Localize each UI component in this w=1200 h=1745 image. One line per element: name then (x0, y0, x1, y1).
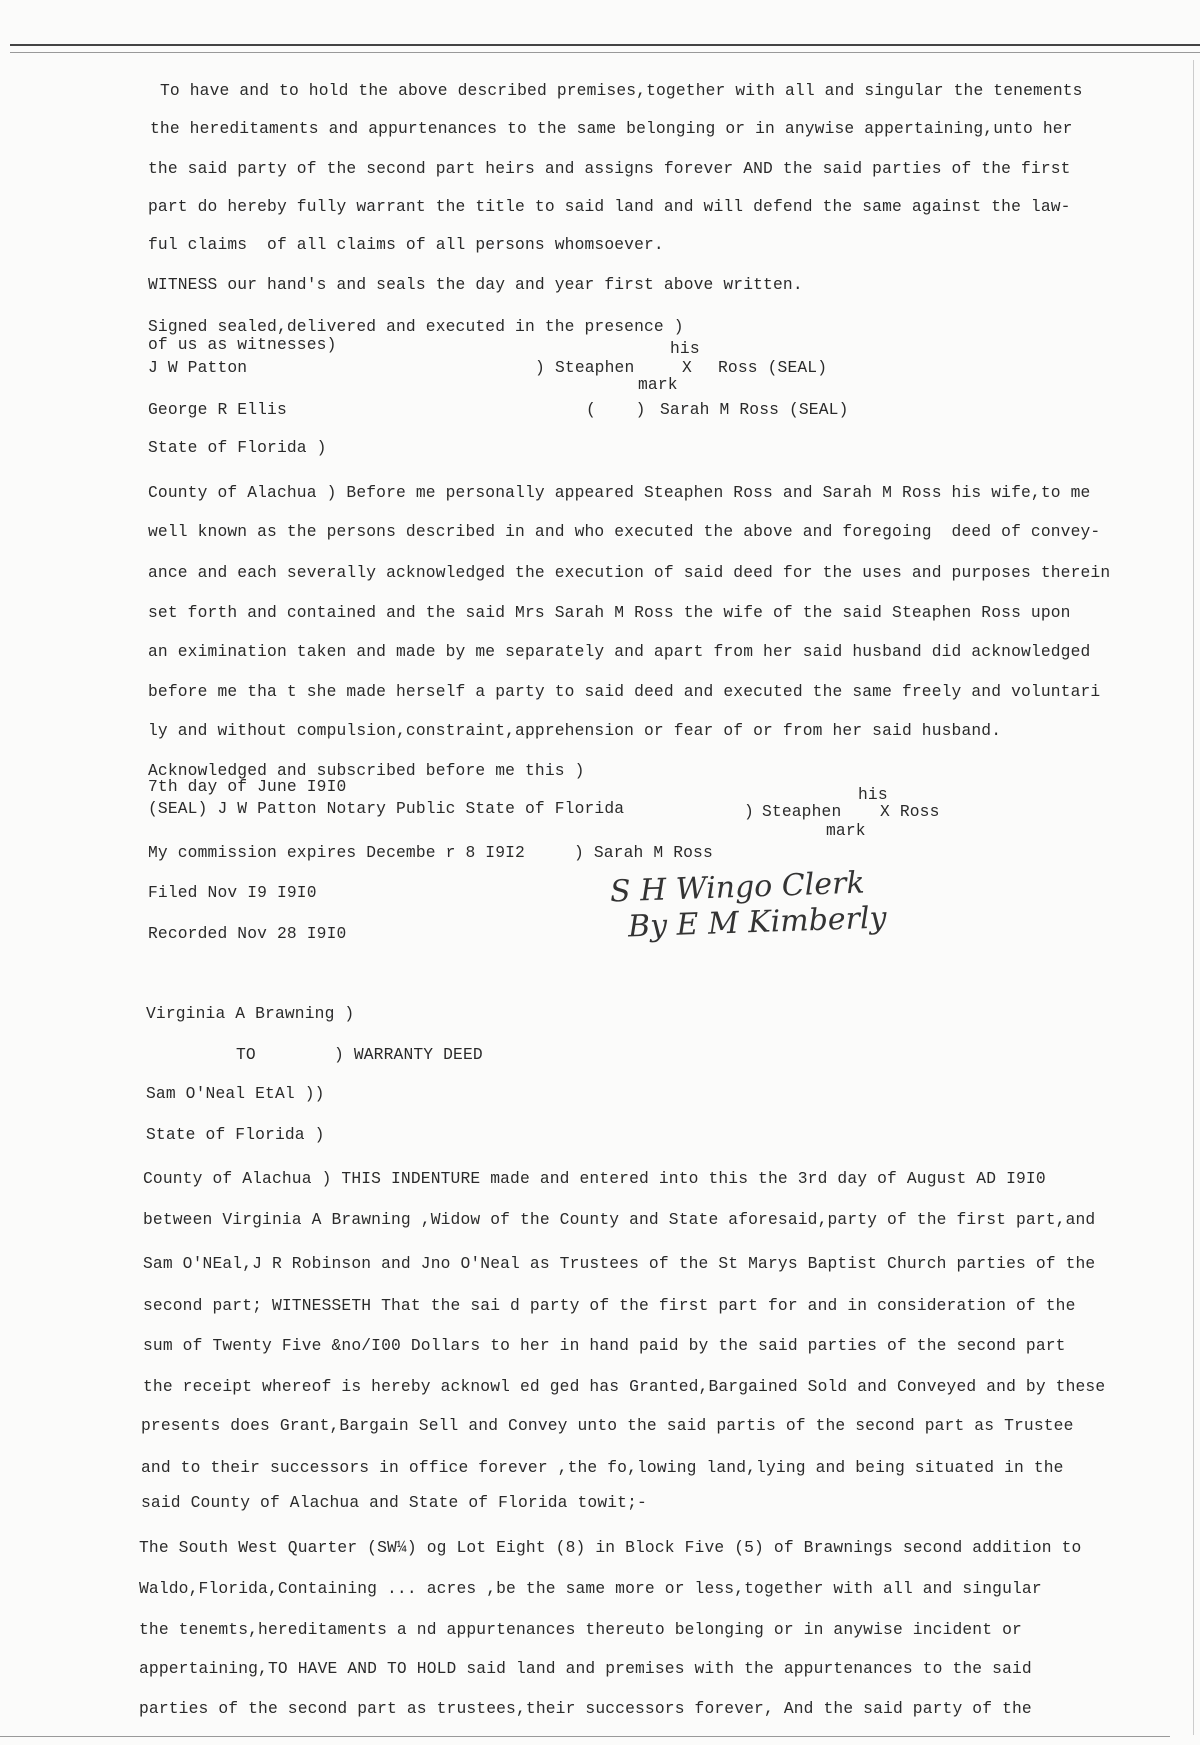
text-line: ful claims of all claims of all persons whomsoever. (148, 235, 664, 254)
text-line: the hereditaments and appurtenances to the same belonging or in anywise appertaining,unto her (150, 119, 1073, 138)
text-line: before me tha t she made herself a party to said deed and executed the same freely and voluntari (148, 682, 1101, 701)
text-line: sum of Twenty Five &no/I00 Dollars to her in hand paid by the said parties of the second part (143, 1336, 1066, 1355)
text-line: and to their successors in office forever ,the fo,lowing land,lying and being situated in the (141, 1458, 1064, 1477)
signed-line: of us as witnesses) (148, 335, 337, 354)
text-line: ly and without compulsion,constraint,apprehension or fear of or from her said husband. (148, 721, 1002, 740)
text-line: the tenemts,hereditaments a nd appurtenances thereuto belonging or in anywise incident or (139, 1620, 1022, 1639)
text-line: County of Alachua ) THIS INDENTURE made and entered into this the 3rd day of August AD I9I0 (143, 1169, 1046, 1188)
ack-sig-his: his (858, 785, 888, 804)
commission-line: My commission expires Decembe r 8 I9I2 (148, 843, 525, 862)
to-label: TO (236, 1045, 256, 1064)
grantor1-paren: ) (535, 358, 545, 377)
text-line: To have and to hold the above described premises,together with all and singular the tenements (160, 81, 1083, 100)
text-line: appertaining,TO HAVE AND TO HOLD said land and premises with the appurtenances to the said (139, 1659, 1032, 1678)
clerk-signature: S H Wingo Clerk (609, 865, 866, 910)
legal-description: The South West Quarter (SW¼) og Lot Eight (8) in Block Five (5) of Brawnings second addition to (139, 1538, 1082, 1557)
text-line: set forth and contained and the said Mrs Sarah M Ross the wife of the said Steaphen Ross upon (148, 603, 1071, 622)
state-line: State of Florida ) (148, 438, 327, 457)
ack-sig-paren: ) (744, 802, 754, 821)
page-edge (1193, 60, 1194, 1735)
witness-name: George R Ellis (148, 400, 287, 419)
text-line: between Virginia A Brawning ,Widow of the County and State aforesaid,party of the first part,and (143, 1210, 1096, 1229)
grantor1-x: X (682, 358, 692, 377)
text-line: the said party of the second part heirs and assigns forever AND the said parties of the first (148, 159, 1071, 178)
grantee-line: Sam O'Neal EtAl )) (146, 1084, 325, 1103)
witness-name: J W Patton (148, 358, 248, 377)
signed-line: Signed sealed,delivered and executed in the presence ) (148, 317, 684, 336)
notary-line: (SEAL) J W Patton Notary Public State of Florida (148, 799, 625, 818)
text-line: the receipt whereof is hereby acknowl ed ged has Granted,Bargained Sold and Conveyed and by these (143, 1377, 1106, 1396)
filed-line: Filed Nov I9 I9I0 (148, 883, 317, 902)
text-line: presents does Grant,Bargain Sell and Convey unto the said partis of the second part as Trustee (141, 1416, 1074, 1435)
deed-type: ) WARRANTY DEED (334, 1045, 483, 1064)
grantor2-paren: ( ) (586, 400, 646, 419)
deputy-signature: By E M Kimberly (627, 900, 888, 945)
grantor1-mark: mark (638, 375, 678, 394)
text-line: part do hereby fully warrant the title to said land and will defend the same against the law- (148, 197, 1071, 216)
state-line: State of Florida ) (146, 1125, 325, 1144)
grantor1-last: Ross (SEAL) (718, 358, 828, 377)
grantor1-his: his (670, 339, 700, 358)
text-line: said County of Alachua and State of Florida towit;- (141, 1493, 647, 1512)
ack-sig2: ) Sarah M Ross (574, 843, 713, 862)
ack-sig-name: Steaphen (762, 802, 842, 821)
text-line: ance and each severally acknowledged the execution of said deed for the uses and purposes therein (148, 563, 1111, 582)
witness-clause: WITNESS our hand's and seals the day and year first above written. (148, 275, 803, 294)
page-rule-second (10, 52, 1200, 53)
text-line: an eximination taken and made by me separately and apart from her said husband did acknowledged (148, 642, 1091, 661)
text-line: well known as the persons described in and who executed the above and foregoing deed of convey- (148, 522, 1101, 541)
page-edge-bottom (0, 1736, 1170, 1737)
grantor-line: Virginia A Brawning ) (146, 1004, 355, 1023)
text-line: parties of the second part as trustees,their successors forever, And the said party of the (139, 1699, 1032, 1718)
text-line: Waldo,Florida,Containing ... acres ,be the same more or less,together with all and singular (139, 1579, 1042, 1598)
grantor1-name: Steaphen (555, 358, 635, 377)
text-line: Sam O'NEal,J R Robinson and Jno O'Neal as Trustees of the St Marys Baptist Church parties of the (143, 1254, 1096, 1273)
ack-subscribed: Acknowledged and subscribed before me this ) (148, 761, 585, 780)
text-line: second part; WITNESSETH That the sai d party of the first part for and in consideration of the (143, 1296, 1076, 1315)
recorded-line: Recorded Nov 28 I9I0 (148, 924, 347, 943)
ack-date: 7th day of June I9I0 (148, 777, 347, 796)
grantor2-name: Sarah M Ross (SEAL) (660, 400, 849, 419)
ack-sig-x: X Ross (880, 802, 940, 821)
page-rule-top (10, 44, 1200, 46)
text-line: County of Alachua ) Before me personally appeared Steaphen Ross and Sarah M Ross his wife,to me (148, 483, 1091, 502)
ack-sig-mark: mark (826, 821, 866, 840)
